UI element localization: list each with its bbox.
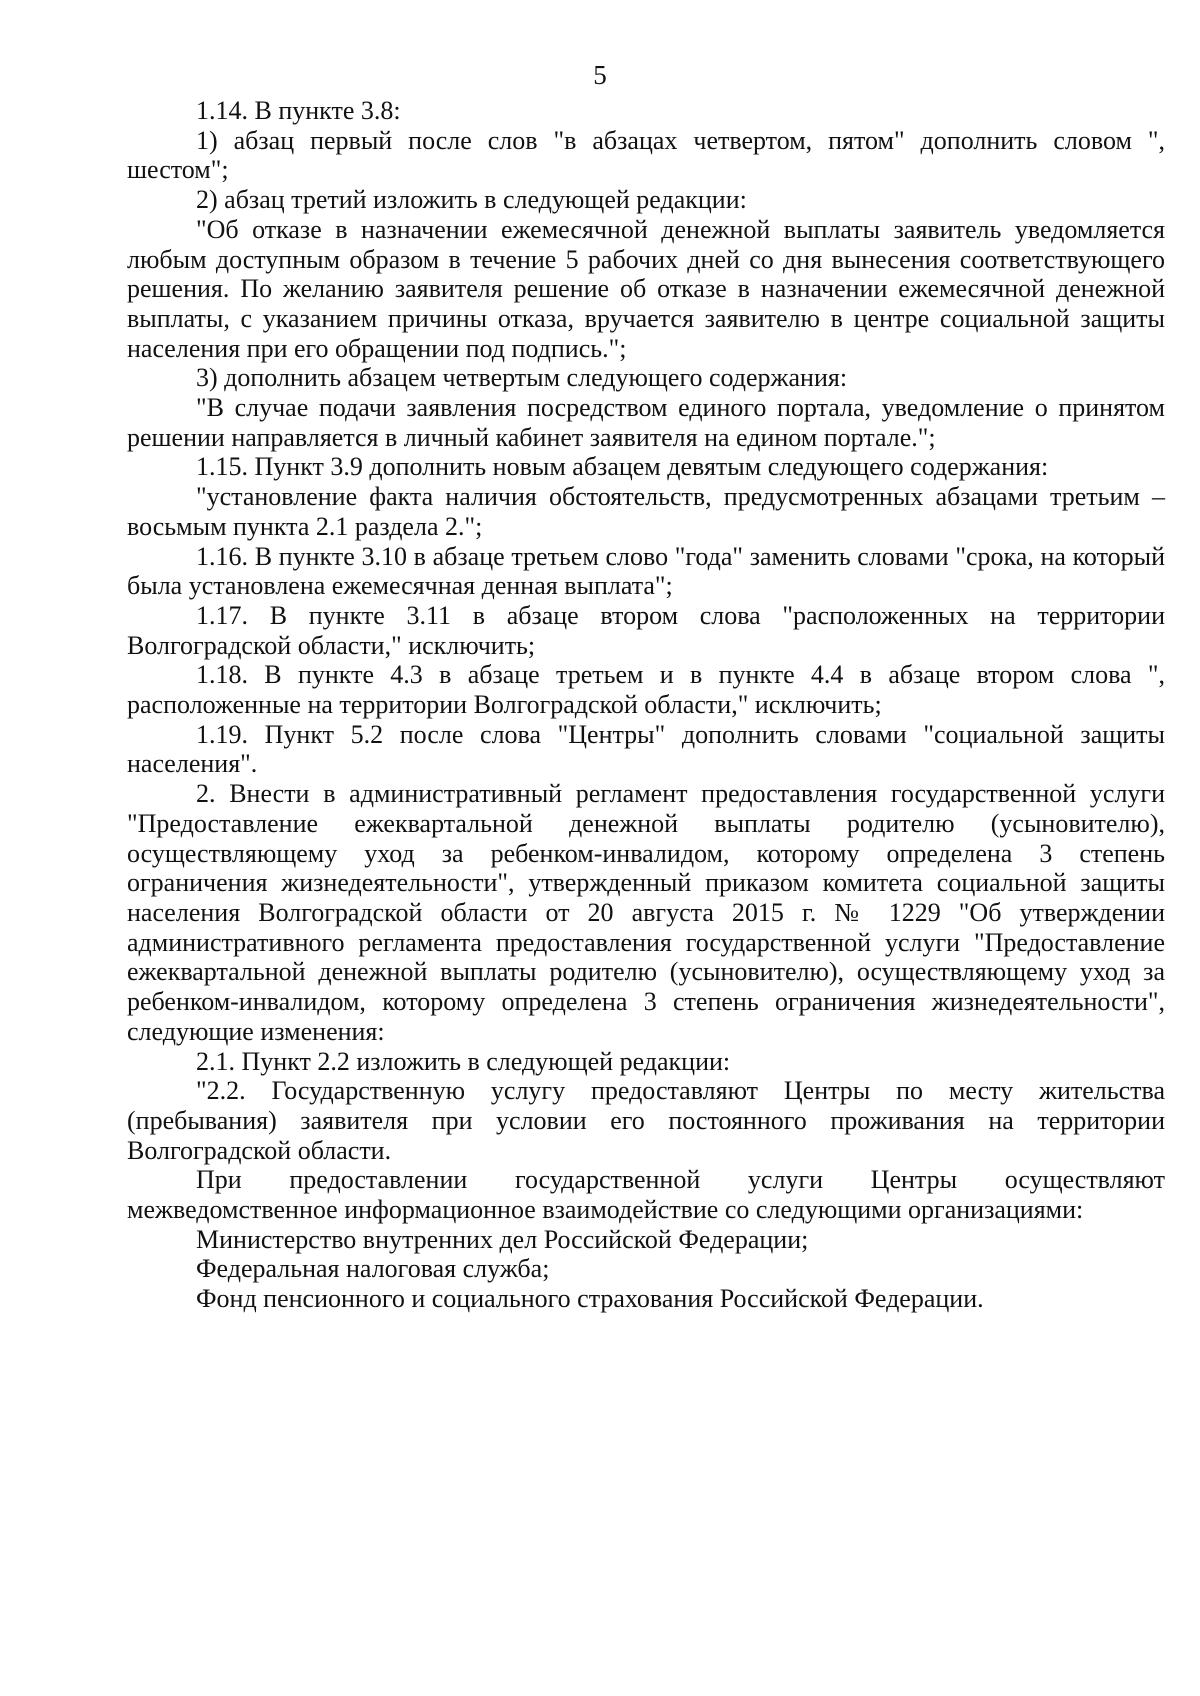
paragraph: 1.19. Пункт 5.2 после слова "Центры" дополнить словами "социальной защиты населения". [127,719,1165,779]
paragraph: 2. Внести в административный регламент предоставления государственной услуги "Предоставление ежеквартальной денежной выплаты родителю (усыновителю), осуществляющему уход за ребенком-инвалидом, которому определена 3 степень ограничения жизнедеятельности", утвержденный приказом комитета социальной защиты населения Волгоградской области от 20 августа 2015 г. № 1229 "Об утверждении административного регламента предоставления государственной услуги "Предоставление ежеквартальной денежной выплаты родителю (усыновителю), осуществляющему уход за ребенком-инвалидом, которому определена 3 степень ограничения жизнедеятельности", следующие изменения: [127,779,1165,1046]
paragraph: 1.14. В пункте 3.8: [196,96,401,125]
paragraph: 1) абзац первый после слов "в абзацах четвертом, пятом" дополнить словом ", шестом"; [127,125,1165,185]
paragraph: "установление факта наличия обстоятельств, предусмотренных абзацами третьим – восьмым пункта 2.1 раздела 2."; [127,482,1165,541]
paragraph: 1.17. В пункте 3.11 в абзаце втором слова "расположенных на территории Волгоградской области," исключить; [127,600,1165,660]
paragraph: Федеральная налоговая служба; [196,1254,550,1284]
paragraph: 3) дополнить абзацем четвертым следующего содержания: [196,363,848,393]
paragraph: 1.16. В пункте 3.10 в абзаце третьем слово "года" заменить словами "срока, на который была установлена ежемесячная денная выплата"; [127,541,1165,601]
paragraph: "В случае подачи заявления посредством единого портала, уведомление о принятом решении направляется в личный кабинет заявителя на едином портале."; [127,393,1165,452]
paragraph: 1.18. В пункте 4.3 в абзаце третьем и в пункте 4.4 в абзаце втором слова ", расположенные на территории Волгоградской области," исключить; [127,660,1165,720]
paragraph: При предоставлении государственной услуги Центры осуществляют межведомственное информационное взаимодействие со следующими организациями: [127,1165,1165,1225]
page-number: 5 [593,60,607,90]
paragraph: 2.1. Пункт 2.2 изложить в следующей редакции: [196,1046,731,1076]
paragraph: 2) абзац третий изложить в следующей редакции: [196,185,747,215]
paragraph: "Об отказе в назначении ежемесячной денежной выплаты заявитель уведомляется любым доступным образом в течение 5 рабочих дней со дня вынесения соответствующего решения. По желанию заявителя решение об отказе в назначении ежемесячной денежной выплаты, с указанием причины отказа, вручается заявителю в центре социальной защиты населения при его обращении под подпись."; [127,214,1165,363]
paragraph: Фонд пенсионного и социального страхования Российской Федерации. [196,1284,984,1314]
paragraph: Министерство внутренних дел Российской Федерации; [196,1224,809,1254]
paragraph: 1.15. Пункт 3.9 дополнить новым абзацем девятым следующего содержания: [196,452,1049,482]
paragraph: "2.2. Государственную услугу предоставляют Центры по месту жительства (пребывания) заявителя при условии его постоянного проживания на территории Волгоградской области. [127,1076,1165,1165]
document-body [127,96,1165,1314]
